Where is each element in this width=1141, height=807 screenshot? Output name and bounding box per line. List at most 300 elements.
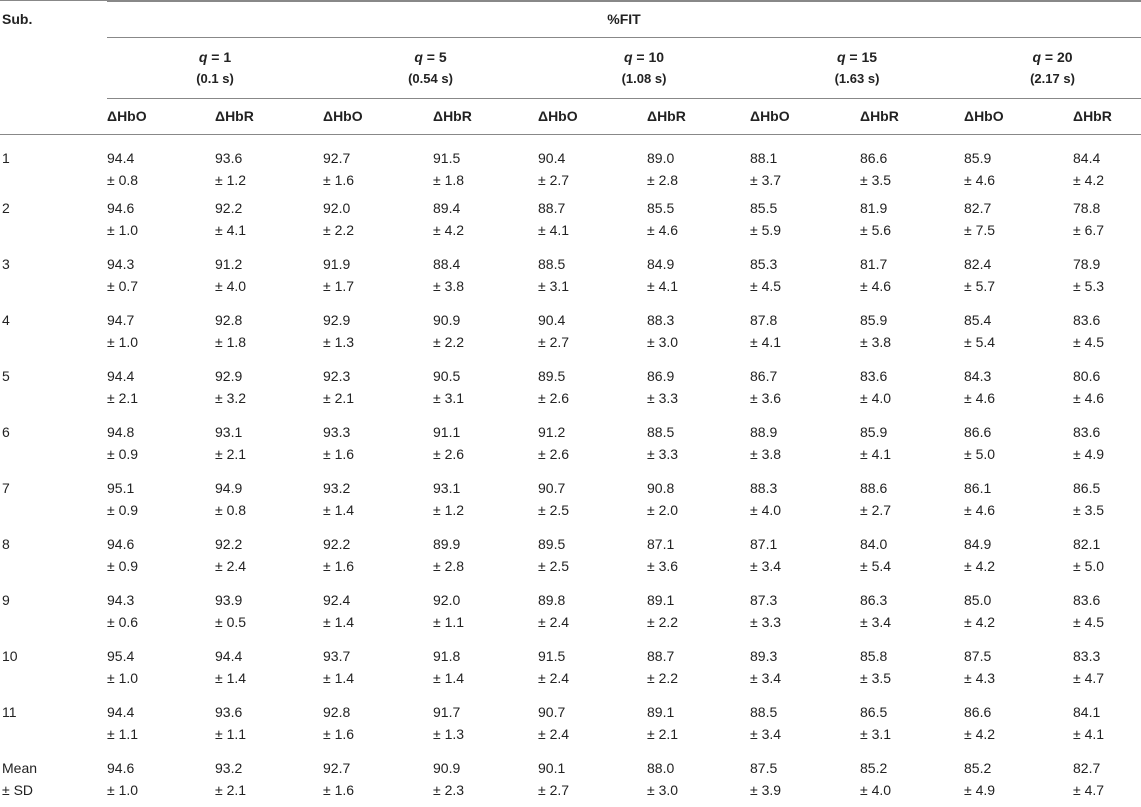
subject-cell xyxy=(0,695,107,751)
hbr-cell xyxy=(215,247,323,303)
hbr-cell xyxy=(1073,247,1141,303)
hbr-cell xyxy=(647,583,750,639)
q-label xyxy=(107,46,323,68)
hbo-cell xyxy=(538,639,647,695)
hbr-cell xyxy=(1073,135,1141,192)
sd-value: ± 2.8 xyxy=(647,172,679,188)
mean-value: 90.1 xyxy=(538,760,566,776)
mean-value: 85.4 xyxy=(964,312,992,328)
sd-value: ± 0.6 xyxy=(107,614,139,630)
hbr-cell xyxy=(860,527,964,583)
sd-value: ± 4.6 xyxy=(964,390,996,406)
sub-header-spacer xyxy=(0,98,107,135)
sd-value: ± 2.0 xyxy=(647,502,679,518)
mean-value: 89.3 xyxy=(750,648,778,664)
sd-value: ± 1.3 xyxy=(433,726,465,742)
sd-value: ± 4.5 xyxy=(1073,334,1105,350)
sd-value: ± 4.6 xyxy=(647,222,679,238)
mean-value: 86.6 xyxy=(860,150,888,166)
mean-value: 88.3 xyxy=(647,312,675,328)
mean-value: 87.1 xyxy=(750,536,778,552)
sd-value: ± 4.1 xyxy=(647,278,679,294)
sd-value: ± 5.9 xyxy=(750,222,782,238)
hbr-cell xyxy=(1073,191,1141,247)
mean-value: 92.3 xyxy=(323,368,351,384)
mean-value: 89.5 xyxy=(538,368,566,384)
sd-value: ± 3.4 xyxy=(750,558,782,574)
mean-value: 92.0 xyxy=(323,200,351,216)
sd-value: ± 1.0 xyxy=(107,334,139,350)
table-row xyxy=(0,135,1141,192)
hbo-cell xyxy=(107,751,215,807)
mean-value: 94.8 xyxy=(107,424,135,440)
q-group-header xyxy=(538,37,750,98)
sd-value: ± 2.1 xyxy=(215,782,247,798)
sd-value: ± 0.9 xyxy=(107,502,139,518)
hbr-cell xyxy=(1073,583,1141,639)
sd-value: ± 0.8 xyxy=(107,172,139,188)
hbo-cell xyxy=(750,583,860,639)
mean-value: 84.1 xyxy=(1073,704,1101,720)
hbr-cell xyxy=(433,527,538,583)
sd-value: ± 4.7 xyxy=(1073,782,1105,798)
mean-value: 91.9 xyxy=(323,256,351,272)
mean-value: 86.6 xyxy=(964,424,992,440)
mean-value: 94.6 xyxy=(107,200,135,216)
sd-value: ± 1.4 xyxy=(323,614,355,630)
table-row xyxy=(0,471,1141,527)
hbo-cell xyxy=(538,583,647,639)
mean-value: 83.3 xyxy=(1073,648,1101,664)
hbo-cell xyxy=(538,359,647,415)
sd-value: ± 2.6 xyxy=(538,446,570,462)
hbr-cell xyxy=(215,751,323,807)
hbo-cell xyxy=(323,527,433,583)
q-group-header xyxy=(323,37,538,98)
hbr-cell xyxy=(647,191,750,247)
table-row xyxy=(0,191,1141,247)
mean-value: 86.1 xyxy=(964,480,992,496)
sd-value: ± 3.9 xyxy=(750,782,782,798)
q-label xyxy=(750,46,964,68)
mean-value: 90.7 xyxy=(538,704,566,720)
sd-value: ± 2.1 xyxy=(215,446,247,462)
mean-value: 91.2 xyxy=(215,256,243,272)
hbr-cell xyxy=(647,415,750,471)
hbo-cell xyxy=(323,359,433,415)
sd-value: ± 4.5 xyxy=(750,278,782,294)
subject-cell xyxy=(0,583,107,639)
sd-value: ± 3.3 xyxy=(647,446,679,462)
sd-value: ± 5.0 xyxy=(964,446,996,462)
hbr-cell xyxy=(1073,527,1141,583)
hbo-header: ΔHbO xyxy=(323,98,433,135)
sd-value: ± 2.6 xyxy=(538,390,570,406)
table-row xyxy=(0,247,1141,303)
hbo-cell xyxy=(538,471,647,527)
sd-value: ± 2.2 xyxy=(323,222,355,238)
subject-label: 5 xyxy=(2,368,10,384)
hbo-header: ΔHbO xyxy=(964,98,1073,135)
mean-value: 89.1 xyxy=(647,592,675,608)
q-group-header xyxy=(107,37,323,98)
mean-value: 84.9 xyxy=(647,256,675,272)
sd-value: ± 2.1 xyxy=(107,390,139,406)
hbr-cell xyxy=(860,359,964,415)
sd-value: ± 2.7 xyxy=(860,502,892,518)
subject-label: 9 xyxy=(2,592,10,608)
hbr-cell xyxy=(215,359,323,415)
sd-value: ± 2.2 xyxy=(433,334,465,350)
sd-value: ± 4.2 xyxy=(964,614,996,630)
q-label xyxy=(323,46,538,68)
hbr-cell xyxy=(860,303,964,359)
sd-value: ± 2.4 xyxy=(215,558,247,574)
hbo-cell xyxy=(964,751,1073,807)
hbr-header: ΔHbR xyxy=(433,98,538,135)
sd-value: ± 4.0 xyxy=(750,502,782,518)
mean-value: 90.8 xyxy=(647,480,675,496)
sub-header: Sub. xyxy=(2,11,33,27)
sd-value: ± 3.8 xyxy=(750,446,782,462)
q-variable: q xyxy=(1032,48,1042,65)
mean-value: 84.0 xyxy=(860,536,888,552)
sd-value: ± 4.0 xyxy=(860,782,892,798)
fit-header: %FIT xyxy=(107,1,1141,38)
mean-value: 87.5 xyxy=(964,648,992,664)
hbo-cell xyxy=(107,527,215,583)
subject-label: 8 xyxy=(2,536,10,552)
sd-value: ± 0.5 xyxy=(215,614,247,630)
mean-value: 90.9 xyxy=(433,760,461,776)
sd-value: ± 1.8 xyxy=(433,172,465,188)
hbr-cell xyxy=(215,695,323,751)
sd-value: ± 3.5 xyxy=(860,670,892,686)
mean-value: 82.4 xyxy=(964,256,992,272)
subject-label: 7 xyxy=(2,480,10,496)
hbr-cell xyxy=(215,639,323,695)
q-variable: q xyxy=(198,48,208,65)
hbr-cell xyxy=(860,471,964,527)
hbr-cell xyxy=(647,247,750,303)
hbo-cell xyxy=(964,471,1073,527)
sd-value: ± 1.6 xyxy=(323,446,355,462)
sd-value: ± 1.1 xyxy=(107,726,139,742)
sd-value: ± 2.5 xyxy=(538,558,570,574)
hbo-cell xyxy=(750,191,860,247)
hbo-cell xyxy=(964,359,1073,415)
subject-cell xyxy=(0,247,107,303)
sd-value: ± 2.1 xyxy=(647,726,679,742)
mean-value: 94.3 xyxy=(107,256,135,272)
hbo-header: ΔHbO xyxy=(107,98,215,135)
mean-value: 85.9 xyxy=(964,150,992,166)
mean-value: 92.2 xyxy=(323,536,351,552)
mean-value: 86.9 xyxy=(647,368,675,384)
hbo-cell xyxy=(964,135,1073,192)
sd-value: ± 4.1 xyxy=(538,222,570,238)
mean-value: 85.5 xyxy=(647,200,675,216)
q-time: (2.17 s) xyxy=(1030,70,1075,86)
hbo-cell xyxy=(323,639,433,695)
subject-cell xyxy=(0,191,107,247)
sd-value: ± 4.0 xyxy=(860,390,892,406)
mean-value: 94.4 xyxy=(215,648,243,664)
subject-cell xyxy=(0,303,107,359)
hbr-cell xyxy=(860,415,964,471)
hbo-cell xyxy=(323,191,433,247)
hbr-cell xyxy=(433,639,538,695)
mean-value: 91.5 xyxy=(433,150,461,166)
hbo-cell xyxy=(750,135,860,192)
hbr-cell xyxy=(433,359,538,415)
sd-value: ± 4.2 xyxy=(1073,172,1105,188)
mean-value: 85.2 xyxy=(964,760,992,776)
hbr-cell xyxy=(647,471,750,527)
hbr-cell xyxy=(215,135,323,192)
mean-value: 92.4 xyxy=(323,592,351,608)
sd-value: ± 3.3 xyxy=(647,390,679,406)
q-time: (0.1 s) xyxy=(196,70,234,86)
mean-value: 88.6 xyxy=(860,480,888,496)
sd-value: ± 1.3 xyxy=(323,334,355,350)
mean-value: 92.7 xyxy=(323,760,351,776)
hbo-cell xyxy=(323,247,433,303)
hbo-cell xyxy=(964,191,1073,247)
mean-value: 90.9 xyxy=(433,312,461,328)
hbr-cell xyxy=(433,471,538,527)
hbr-cell xyxy=(433,751,538,807)
hbr-cell xyxy=(1073,303,1141,359)
sd-value: ± 0.9 xyxy=(107,558,139,574)
sd-value: ± 2.6 xyxy=(433,446,465,462)
hbo-cell xyxy=(323,303,433,359)
hbr-cell xyxy=(1073,471,1141,527)
subject-cell xyxy=(0,359,107,415)
hbo-cell xyxy=(538,695,647,751)
mean-value: 89.8 xyxy=(538,592,566,608)
sd-value: ± 5.6 xyxy=(860,222,892,238)
hbr-cell xyxy=(433,247,538,303)
mean-value: 90.5 xyxy=(433,368,461,384)
hbo-cell xyxy=(107,303,215,359)
hbr-cell xyxy=(860,695,964,751)
hbr-cell xyxy=(647,751,750,807)
mean-value: 91.1 xyxy=(433,424,461,440)
sd-value: ± 2.8 xyxy=(433,558,465,574)
sd-value: ± 4.6 xyxy=(860,278,892,294)
table-row xyxy=(0,639,1141,695)
sd-value: ± 3.7 xyxy=(750,172,782,188)
hbo-cell xyxy=(538,135,647,192)
sd-value: ± 2.4 xyxy=(538,726,570,742)
sd-value: ± 1.2 xyxy=(215,172,247,188)
mean-value: 83.6 xyxy=(860,368,888,384)
mean-value: 93.2 xyxy=(323,480,351,496)
hbr-cell xyxy=(1073,639,1141,695)
hbo-cell xyxy=(538,303,647,359)
sd-value: ± 4.2 xyxy=(964,726,996,742)
hbr-cell xyxy=(647,527,750,583)
sd-value: ± 5.3 xyxy=(1073,278,1105,294)
sd-value: ± 1.0 xyxy=(107,670,139,686)
mean-value: 92.2 xyxy=(215,536,243,552)
sd-value: ± 5.7 xyxy=(964,278,996,294)
mean-value: 84.4 xyxy=(1073,150,1101,166)
mean-value: 89.5 xyxy=(538,536,566,552)
hbr-cell xyxy=(433,583,538,639)
mean-value: 84.9 xyxy=(964,536,992,552)
mean-value: 85.2 xyxy=(860,760,888,776)
table-row xyxy=(0,415,1141,471)
hbo-cell xyxy=(964,415,1073,471)
mean-value: 90.4 xyxy=(538,150,566,166)
sd-value: ± 3.6 xyxy=(750,390,782,406)
sd-value: ± 1.4 xyxy=(323,502,355,518)
q-value: = 5 xyxy=(426,48,447,65)
mean-value: 95.1 xyxy=(107,480,135,496)
q-value: = 1 xyxy=(211,48,232,65)
mean-value: 88.5 xyxy=(750,704,778,720)
mean-value: 85.5 xyxy=(750,200,778,216)
mean-value: 94.6 xyxy=(107,536,135,552)
mean-value: 94.4 xyxy=(107,150,135,166)
sd-value: ± 4.7 xyxy=(1073,670,1105,686)
mean-value: 87.3 xyxy=(750,592,778,608)
mean-value: 85.9 xyxy=(860,424,888,440)
sd-value: ± 2.7 xyxy=(538,172,570,188)
sd-value: ± 4.6 xyxy=(964,502,996,518)
sd-value: ± 3.1 xyxy=(860,726,892,742)
hbr-cell xyxy=(860,639,964,695)
sd-value: ± 3.8 xyxy=(860,334,892,350)
hbo-cell xyxy=(107,135,215,192)
hbo-cell xyxy=(750,695,860,751)
sd-value: ± 4.0 xyxy=(215,278,247,294)
subject-label: 10 xyxy=(2,648,18,664)
subject-cell xyxy=(0,471,107,527)
hbr-header: ΔHbR xyxy=(215,98,323,135)
hbr-cell xyxy=(433,191,538,247)
sd-value: ± 0.8 xyxy=(215,502,247,518)
sd-value: ± 4.3 xyxy=(964,670,996,686)
mean-value: 90.7 xyxy=(538,480,566,496)
hbr-cell xyxy=(433,135,538,192)
subject-label: 4 xyxy=(2,312,10,328)
mean-value: 88.5 xyxy=(538,256,566,272)
q-time: (1.08 s) xyxy=(621,70,667,86)
subject-label: 6 xyxy=(2,424,10,440)
hbo-cell xyxy=(107,359,215,415)
subject-label-sub: ± SD xyxy=(2,782,34,798)
mean-value: 82.1 xyxy=(1073,536,1101,552)
mean-value: 93.2 xyxy=(215,760,243,776)
hbo-cell xyxy=(964,639,1073,695)
q-variable: q xyxy=(623,48,633,65)
mean-value: 92.9 xyxy=(215,368,243,384)
hbr-cell xyxy=(433,695,538,751)
subject-cell xyxy=(0,135,107,192)
hbo-cell xyxy=(750,639,860,695)
hbr-cell xyxy=(215,415,323,471)
hbo-cell xyxy=(750,751,860,807)
mean-value: 94.6 xyxy=(107,760,135,776)
mean-value: 89.0 xyxy=(647,150,675,166)
mean-value: 86.5 xyxy=(1073,480,1101,496)
mean-value: 78.9 xyxy=(1073,256,1101,272)
mean-value: 93.9 xyxy=(215,592,243,608)
mean-value: 81.9 xyxy=(860,200,888,216)
hbo-cell xyxy=(323,751,433,807)
table-row xyxy=(0,695,1141,751)
hbo-cell xyxy=(964,303,1073,359)
hbo-cell xyxy=(323,583,433,639)
mean-value: 91.2 xyxy=(538,424,566,440)
sd-value: ± 4.1 xyxy=(215,222,247,238)
sd-value: ± 1.6 xyxy=(323,172,355,188)
sd-value: ± 3.0 xyxy=(647,334,679,350)
sd-value: ± 7.5 xyxy=(964,222,996,238)
hbo-cell xyxy=(107,639,215,695)
mean-value: 86.6 xyxy=(964,704,992,720)
mean-value: 85.9 xyxy=(860,312,888,328)
mean-value: 93.1 xyxy=(215,424,243,440)
mean-value: 86.3 xyxy=(860,592,888,608)
mean-value: 88.3 xyxy=(750,480,778,496)
subject-label: 11 xyxy=(2,704,17,720)
sd-value: ± 1.6 xyxy=(323,726,355,742)
hbr-header: ΔHbR xyxy=(647,98,750,135)
mean-value: 88.1 xyxy=(750,150,778,166)
mean-value: 78.8 xyxy=(1073,200,1101,216)
sd-value: ± 5.0 xyxy=(1073,558,1105,574)
mean-value: 88.7 xyxy=(647,648,675,664)
sd-value: ± 5.4 xyxy=(860,558,892,574)
sd-value: ± 3.6 xyxy=(647,558,679,574)
hbo-cell xyxy=(538,191,647,247)
hbo-cell xyxy=(964,583,1073,639)
mean-value: 87.8 xyxy=(750,312,778,328)
table-row xyxy=(0,583,1141,639)
q-value: = 20 xyxy=(1044,48,1073,65)
mean-value: 82.7 xyxy=(964,200,992,216)
sd-value: ± 3.0 xyxy=(647,782,679,798)
hbo-cell xyxy=(107,695,215,751)
subject-cell xyxy=(0,415,107,471)
q-value: = 10 xyxy=(636,48,665,65)
mean-value: 93.7 xyxy=(323,648,351,664)
hbo-cell xyxy=(323,695,433,751)
sd-value: ± 3.4 xyxy=(750,726,782,742)
mean-value: 82.7 xyxy=(1073,760,1101,776)
sd-value: ± 3.3 xyxy=(750,614,782,630)
hbr-cell xyxy=(215,303,323,359)
sd-value: ± 3.5 xyxy=(860,172,892,188)
mean-value: 86.5 xyxy=(860,704,888,720)
hbo-cell xyxy=(107,415,215,471)
hbo-cell xyxy=(750,527,860,583)
sd-value: ± 4.5 xyxy=(1073,614,1105,630)
hbr-cell xyxy=(860,247,964,303)
sd-value: ± 1.7 xyxy=(323,278,355,294)
hbo-cell xyxy=(323,471,433,527)
hbo-cell xyxy=(538,527,647,583)
table-row xyxy=(0,751,1141,807)
subject-cell xyxy=(0,751,107,807)
hbo-cell xyxy=(964,527,1073,583)
mean-value: 93.3 xyxy=(323,424,351,440)
sd-value: ± 2.5 xyxy=(538,502,570,518)
